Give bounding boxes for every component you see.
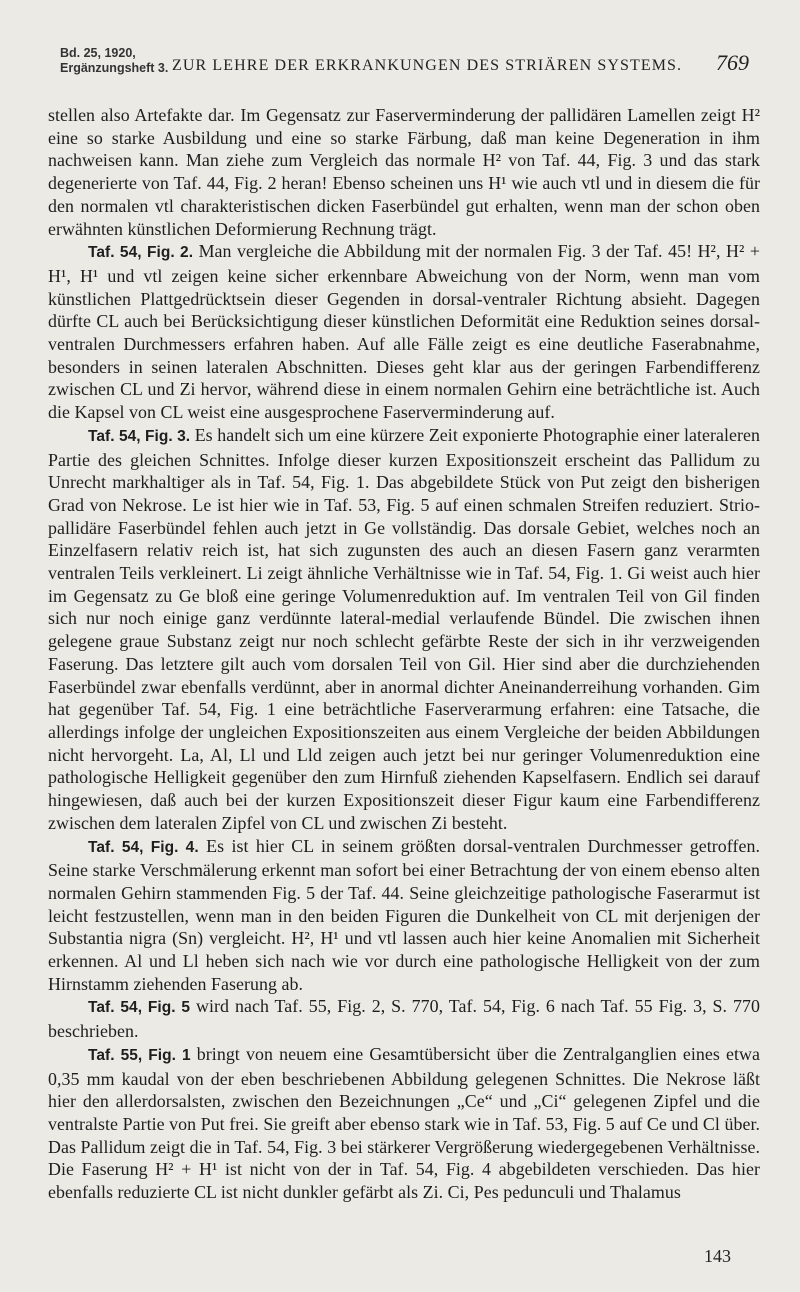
paragraph-text: stellen also Artefakte dar. Im Gegensatz zur Faserverminderung der pallidären Lamellen zeigt H² eine so starke Ausbildung und eine so starke Färbung, daß man keine Degeneration in ihm nachweisen kann. Man ziehe zum Vergleich das normale H² von Taf. 44, Fig. 3 und das stark degenerierte von Taf. 44, Fig. 2 heran! Ebenso scheinen uns H¹ wie auch vtl und in diesem die für den normalen vtl charakteristischen dicken Faserbündel gut erhalten, wenn man der schon oben erwähnten künstlichen Deformierung Rechnung trägt. <box>48 105 760 239</box>
paragraph-lead: Taf. 54, Fig. 5 <box>88 999 191 1017</box>
paragraph <box>48 240 760 424</box>
paragraph-text: Es handelt sich um eine kürzere Zeit exponierte Photographie einer lateraleren Partie des gleichen Schnittes. Infolge dieser kurzen Expositionszeit erscheint das Pallidum zu Unrecht markhaltiger als in Taf. 54, Fig. 1. Das abgebildete Stück von Put zeigt den bisherigen Grad von Nekrose. Le ist hier wie in Taf. 53, Fig. 5 auf einen schmalen Streifen reduziert. Strio-pallidäre Faserbündel fehlen auch jetzt in Ge vollständig. Das dorsale Gebiet, welches noch an Einzelfasern relativ reich ist, hat sich zugunsten des auch an diesen Fasern ganz verarmten ventralen Teils verkleinert. Li zeigt ähnliche Verhältnisse wie in Taf. 54, Fig. 1. Gi weist auch hier im Gegensatz zu Ge bloß eine geringe Volumenreduktion auf. Im ventralen Teil von Gil finden sich nur noch einige ganz verdünnte lateral-medial verlaufende Bündel. Die zwischen ihnen gelegene graue Substanz zeigt nur noch schlecht gefärbte Reste der sich in ihr verzweigenden Faserung. Das letztere gilt auch vom dorsalen Teil von Gil. Hier sind aber die durchziehenden Faserbündel zwar ebenfalls verdünnt, aber in anormal dichter Aneinanderreihung vorhanden. Gim hat gegenüber Taf. 54, Fig. 1 eine beträchtliche Faserverarmung erfahren: eine Tatsache, die allerdings infolge der ungleichen Expositionszeiten aus einem Vergleiche der beiden Abbildungen nicht hervorgeht. La, Al, Ll und Lld zeigen auch jetzt bei nur geringer Volumenreduktion eine pathologische Helligkeit gegenüber den zum Hirnfuß ziehenden Kapselfasern. Endlich sei darauf hingewiesen, daß auch bei der kurzen Expositionszeit dieser Figur kaum eine Farbendifferenz zwischen dem lateralen Zipfel von CL und zwischen Zi besteht. <box>48 424 760 833</box>
supplement-line: Ergänzungsheft 3. <box>60 61 169 75</box>
paragraph-lead: Taf. 55, Fig. 1 <box>88 1046 191 1064</box>
paragraph <box>48 1043 760 1204</box>
paragraph-lead: Taf. 54, Fig. 4. <box>88 838 199 856</box>
paragraph-text: Man vergleiche die Abbildung mit der normalen Fig. 3 der Taf. 45! H², H² + H¹, H¹ und vtl zeigen keine sicher erkennbare Abweichung von der Norm, wenn man vom künstlichen Plattgedrücktsein dieser Gegenden in dorsal-ventraler Richtung absieht. Dagegen dürfte CL auch bei Berücksichtigung dieser künstlichen Deformität eine Reduktion seines dorsal-ventralen Durchmessers erfahren haben. Auf alle Fälle zeigt es eine deutliche Faserabnahme, besonders in seinen lateralen Abschnitten. Dieses geht klar aus der geringen Farbendifferenz zwischen CL und Zi hervor, während diese in einem normalen Gehirn eine beträchtliche ist. Auch die Kapsel von CL weist eine ausgesprochene Faserverminderung auf. <box>48 241 760 423</box>
journal-reference <box>60 46 168 76</box>
paragraph <box>48 104 760 240</box>
page-number: 769 <box>716 50 749 75</box>
paragraph-lead: Taf. 54, Fig. 3. <box>88 427 191 445</box>
paragraph-lead: Taf. 54, Fig. 2. <box>88 244 194 262</box>
body-text <box>48 104 760 1204</box>
paragraph-text: Es ist hier CL in seinem größten dorsal-ventralen Durchmesser getroffen. Seine starke Verschmälerung erkennt man sofort bei einer Betrachtung der von einem ebenso alten normalen Gehirn stammenden Fig. 5 der Taf. 44. Seine gleichzeitige pathologische Faserarmut ist leicht festzustellen, wenn man in den beiden Figuren die Dunkelheit von CL mit derjenigen der Substantia nigra (Sn) vergleicht. H², H¹ und vtl lassen auch hier keine Anomalien mit Sicherheit erkennen. Al und Ll heben sich nach wie vor durch eine pathologische Helligkeit von der zum Hirnstamm ziehenden Faserung ab. <box>48 835 760 994</box>
page-header <box>0 0 800 92</box>
paragraph <box>48 835 760 996</box>
running-title: ZUR LEHRE DER ERKRANKUNGEN DES STRIÄREN SYSTEMS. <box>172 57 683 74</box>
paragraph <box>48 424 760 835</box>
volume-line: Bd. 25, 1920, <box>60 46 136 60</box>
paragraph-text: bringt von neuem eine Gesamtübersicht über die Zentralganglien eines etwa 0,35 mm kaudal von der eben beschriebenen Abbildung gelegenen Schnittes. Die Nekrose läßt hier den allerdorsalsten, zwischen den Bezeichnungen „Ce“ und „Ci“ gelegenen Zipfel und die ventralste Partie von Put frei. Sie greift aber ebenso stark wie in Taf. 53, Fig. 5 auf Ce und Cl über. Das Pallidum zeigt die in Taf. 54, Fig. 3 bei stärkerer Vergrößerung wiedergegebenen Verhältnisse. Die Faserung H² + H¹ ist nicht von der in Taf. 54, Fig. 4 abgebildeten verschieden. Das hier ebenfalls reduzierte CL ist nicht dunkler gefärbt als Zi. Ci, Pes pedunculi und Thalamus <box>48 1043 760 1203</box>
paragraph-text: wird nach Taf. 55, Fig. 2, S. 770, Taf. 54, Fig. 6 nach Taf. 55 Fig. 3, S. 770 beschrieben. <box>48 996 760 1042</box>
paragraph <box>48 995 760 1042</box>
sheet-signature: 143 <box>704 1246 731 1266</box>
